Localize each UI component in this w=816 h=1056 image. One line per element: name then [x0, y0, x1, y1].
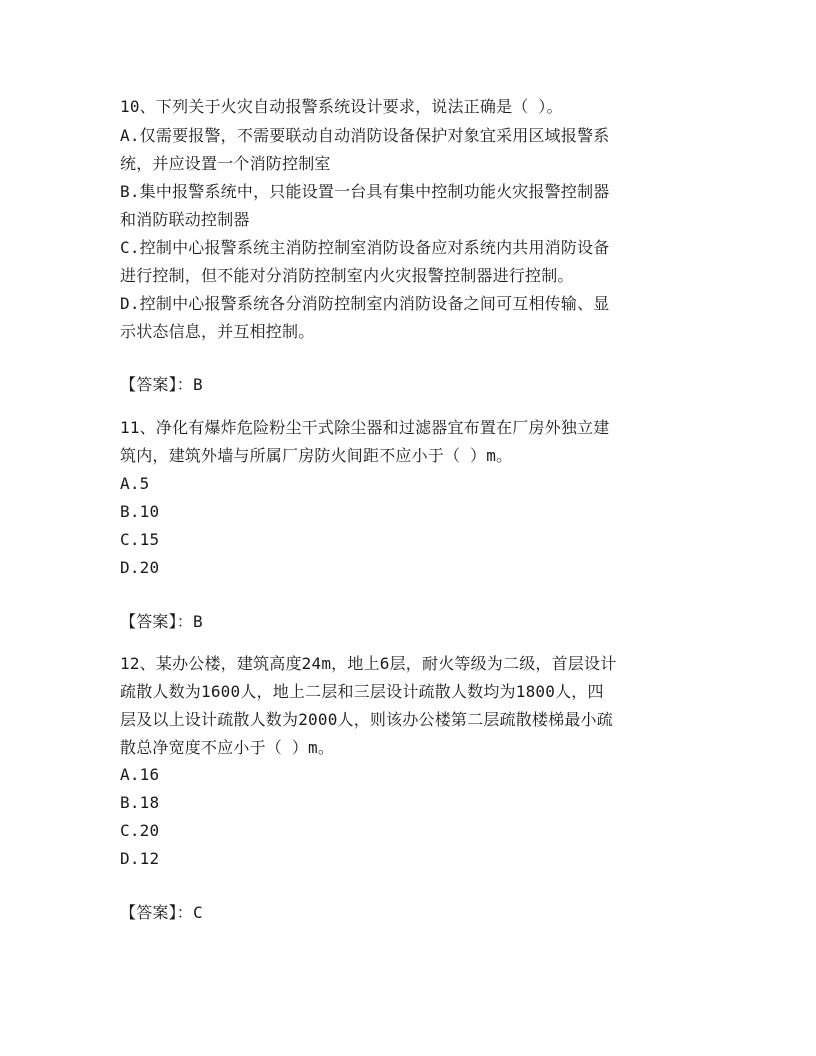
question-10-answer: 【答案】：B — [120, 375, 203, 394]
question-12-stem-line-3: 层及以上设计疏散人数为2000人，则该办公楼第二层疏散楼梯最小疏 — [120, 710, 613, 729]
question-12-stem-line-4: 散总净宽度不应小于（ ）m。 — [120, 738, 335, 757]
question-11-answer: 【答案】：B — [120, 612, 203, 631]
question-10-option-d-line-2: 示状态信息，并互相控制。 — [120, 322, 315, 341]
question-11-option-c: C.15 — [120, 530, 160, 549]
question-12-option-c: C.20 — [120, 821, 160, 840]
question-11-option-b: B.10 — [120, 502, 160, 521]
question-12-answer: 【答案】：C — [120, 903, 203, 922]
question-12-option-b: B.18 — [120, 793, 160, 812]
question-10-option-c-line-2: 进行控制，但不能对分消防控制室内火灾报警控制器进行控制。 — [120, 266, 574, 285]
question-10-option-d-line-1: D.控制中心报警系统各分消防控制室内消防设备之间可互相传输、显 — [120, 294, 610, 313]
question-10-option-a-line-2: 统，并应设置一个消防控制室 — [120, 154, 331, 173]
question-12-stem-line-1: 12、某办公楼，建筑高度24m，地上6层，耐火等级为二级，首层设计 — [120, 654, 617, 673]
question-10-option-c-line-1: C.控制中心报警系统主消防控制室消防设备应对系统内共用消防设备 — [120, 238, 610, 257]
question-11-option-d: D.20 — [120, 558, 160, 577]
question-10-option-a-line-1: A.仅需要报警，不需要联动自动消防设备保护对象宜采用区域报警系 — [120, 126, 610, 145]
question-11-stem-line-2: 筑内，建筑外墙与所属厂房防火间距不应小于（ ）m。 — [120, 446, 513, 465]
question-10-stem: 10、下列关于火灾自动报警系统设计要求，说法正确是（ ）。 — [120, 97, 563, 116]
question-12-option-a: A.16 — [120, 765, 160, 784]
question-11-option-a: A.5 — [120, 474, 150, 493]
question-10-option-b-line-2: 和消防联动控制器 — [120, 210, 250, 229]
question-12-stem-line-2: 疏散人数为1600人，地上二层和三层设计疏散人数均为1800人，四 — [120, 682, 604, 701]
question-10-option-b-line-1: B.集中报警系统中，只能设置一台具有集中控制功能火灾报警控制器 — [120, 182, 610, 201]
question-11-stem-line-1: 11、净化有爆炸危险粉尘干式除尘器和过滤器宜布置在厂房外独立建 — [120, 418, 610, 437]
question-12-option-d: D.12 — [120, 849, 160, 868]
